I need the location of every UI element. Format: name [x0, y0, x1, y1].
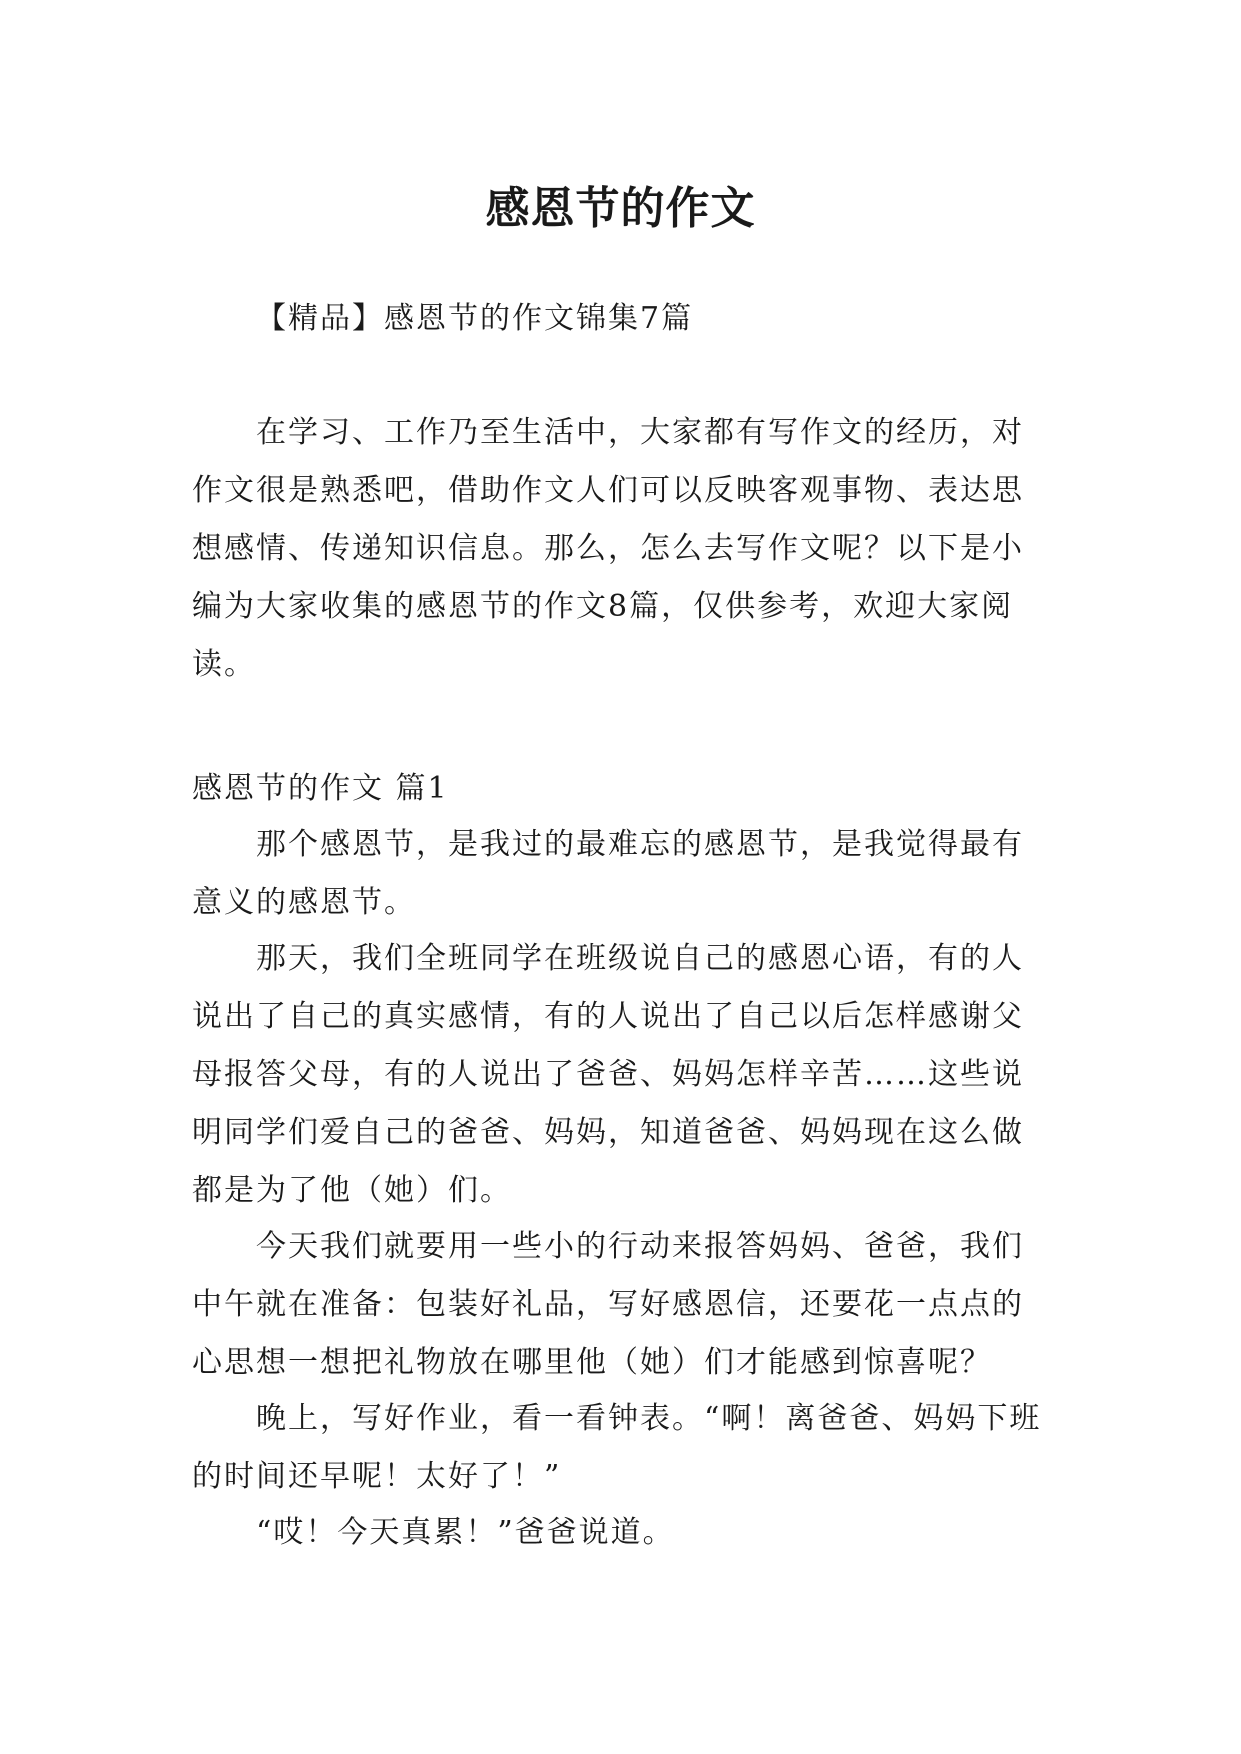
intro-paragraph: 在学习、工作乃至生活中，大家都有写作文的经历，对作文很是熟悉吧，借助作文人们可以反映客观事物、表达思想感情、传递知识信息。那么，怎么去写作文呢？以下是小编为大家收集的感恩节的作文8篇，仅供参考，欢迎大家阅读。 [192, 415, 1024, 682]
body-paragraph-1: 那个感恩节，是我过的最难忘的感恩节，是我觉得最有意义的感恩节。 [192, 827, 1024, 920]
document-subtitle: 【精品】感恩节的作文锦集7篇 [256, 301, 694, 336]
body-paragraph-2: 那天，我们全班同学在班级说自己的感恩心语，有的人说出了自己的真实感情，有的人说出了自己以后怎样感谢父母报答父母，有的人说出了爸爸、妈妈怎样辛苦……这些说明同学们爱自己的爸爸、妈妈，知道爸爸、妈妈现在这么做都是为了他（她）们。 [192, 941, 1024, 1208]
document-title: 感恩节的作文 [485, 183, 756, 235]
body-paragraph-5: “哎！今天真累！”爸爸说道。 [256, 1515, 675, 1550]
body-paragraph-4: 晚上，写好作业，看一看钟表。“啊！离爸爸、妈妈下班的时间还早呢！太好了！” [192, 1401, 1042, 1494]
section-heading: 感恩节的作文 篇1 [192, 771, 449, 806]
body-paragraph-3: 今天我们就要用一些小的行动来报答妈妈、爸爸，我们中午就在准备：包装好礼品，写好感恩信，还要花一点点的心思想一想把礼物放在哪里他（她）们才能感到惊喜呢？ [192, 1229, 1024, 1380]
